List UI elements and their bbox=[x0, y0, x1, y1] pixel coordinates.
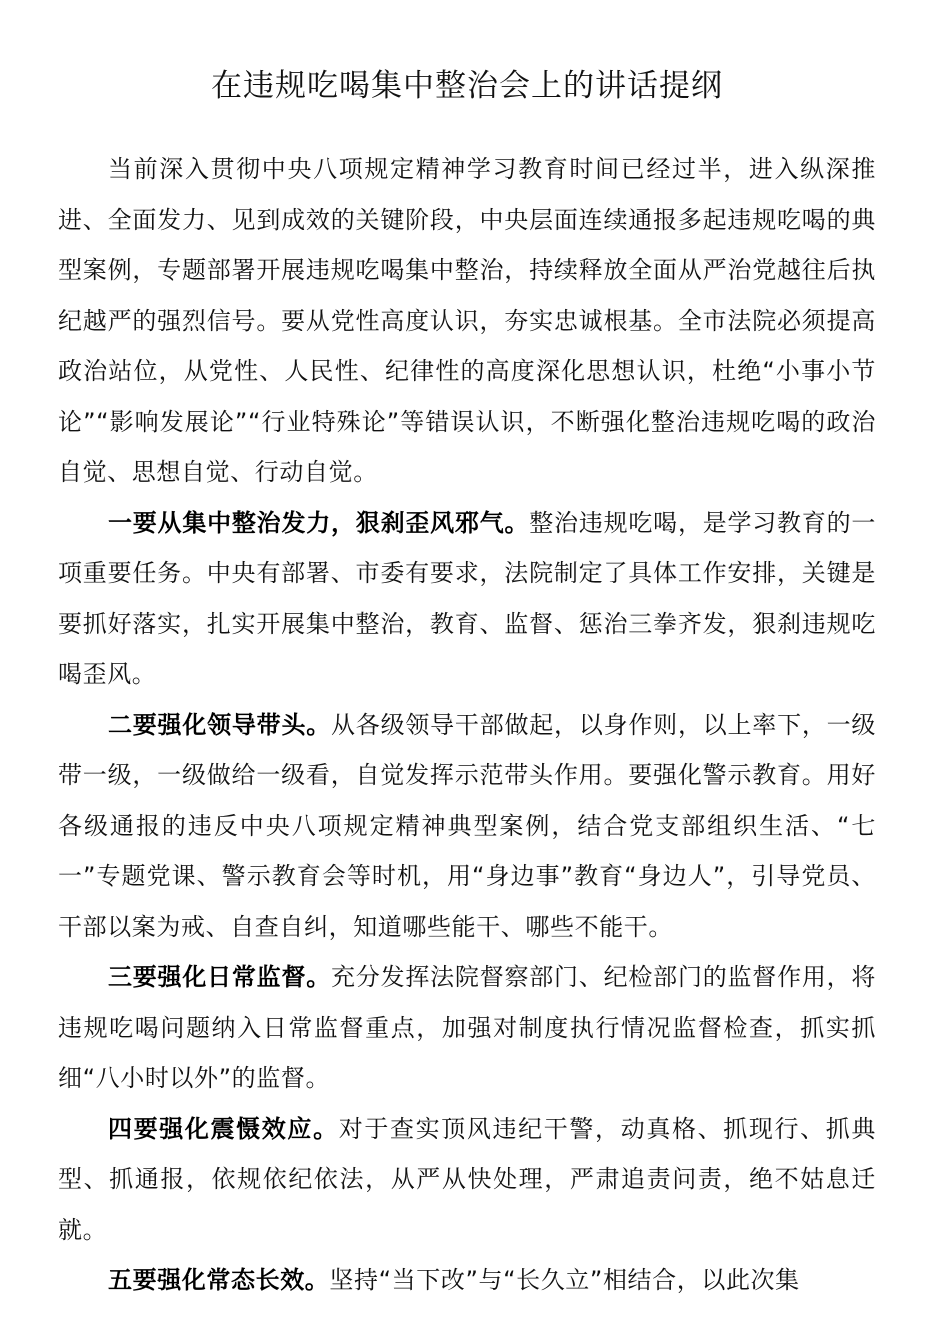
paragraph-text: 充分发挥法院督察部门、纪检部门的监督作用，将违规吃喝问题纳入日常监督重点，加强对制度执行情况监督检查，抓实抓细“八小时以外”的监督。 bbox=[58, 963, 877, 1092]
paragraph-point-1 bbox=[58, 498, 876, 700]
paragraph-text: 整治违规吃喝，是学习教育的一项重要任务。中央有部署、市委有要求，法院制定了具体工作安排，关键是要抓好落实，扎实开展集中整治，教育、监督、惩治三拳齐发，狠刹违规吃喝歪风。 bbox=[58, 508, 877, 688]
paragraph-intro bbox=[58, 144, 876, 498]
paragraph-lead: 一要从集中整治发力，狠刹歪风邪气。 bbox=[108, 508, 530, 537]
paragraph-point-5 bbox=[58, 1255, 876, 1306]
paragraph-text: 当前深入贯彻中央八项规定精神学习教育时间已经过半，进入纵深推进、全面发力、见到成效的关键阶段，中央层面连续通报多起违规吃喝的典型案例，专题部署开展违规吃喝集中整治，持续释放全面从严治党越往后执纪越严的强烈信号。要从党性高度认识，夯实忠诚根基。全市法院必须提高政治站位，从党性、人民性、纪律性的高度深化思想认识，杜绝“小事小节论”“影响发展论”“行业特殊论”等错误认识，不断强化整治违规吃喝的政治自觉、思想自觉、行动自觉。 bbox=[58, 155, 876, 486]
paragraph-point-2 bbox=[58, 700, 876, 953]
document-body bbox=[58, 144, 876, 1306]
paragraph-lead: 三要强化日常监督。 bbox=[108, 963, 332, 991]
paragraph-point-3 bbox=[58, 952, 876, 1104]
paragraph-lead: 五要强化常态长效。 bbox=[108, 1266, 330, 1294]
document-title: 在违规吃喝集中整治会上的讲话提纲 bbox=[211, 68, 723, 104]
paragraph-lead: 四要强化震慑效应。 bbox=[108, 1114, 339, 1143]
paragraph-point-4 bbox=[58, 1104, 876, 1256]
paragraph-text: 坚持“当下改”与“长久立”相结合，以此次集 bbox=[329, 1266, 800, 1294]
paragraph-text: 从各级领导干部做起，以身作则，以上率下，一级带一级，一级做给一级看，自觉发挥示范带头作用。要强化警示教育。用好各级通报的违反中央八项规定精神典型案例，结合党支部组织生活、“七一”专题党课、警示教育会等时机，用“身边事”教育“身边人”，引导党员、干部以案为戒、自查自纠，知道哪些能干、哪些不能干。 bbox=[58, 710, 877, 941]
paragraph-text: 对于查实顶风违纪干警，动真格、抓现行、抓典型、抓通报，依规依纪依法，从严从快处理，严肃追责问责，绝不姑息迁就。 bbox=[58, 1114, 876, 1244]
paragraph-lead: 二要强化领导带头。 bbox=[108, 710, 332, 739]
